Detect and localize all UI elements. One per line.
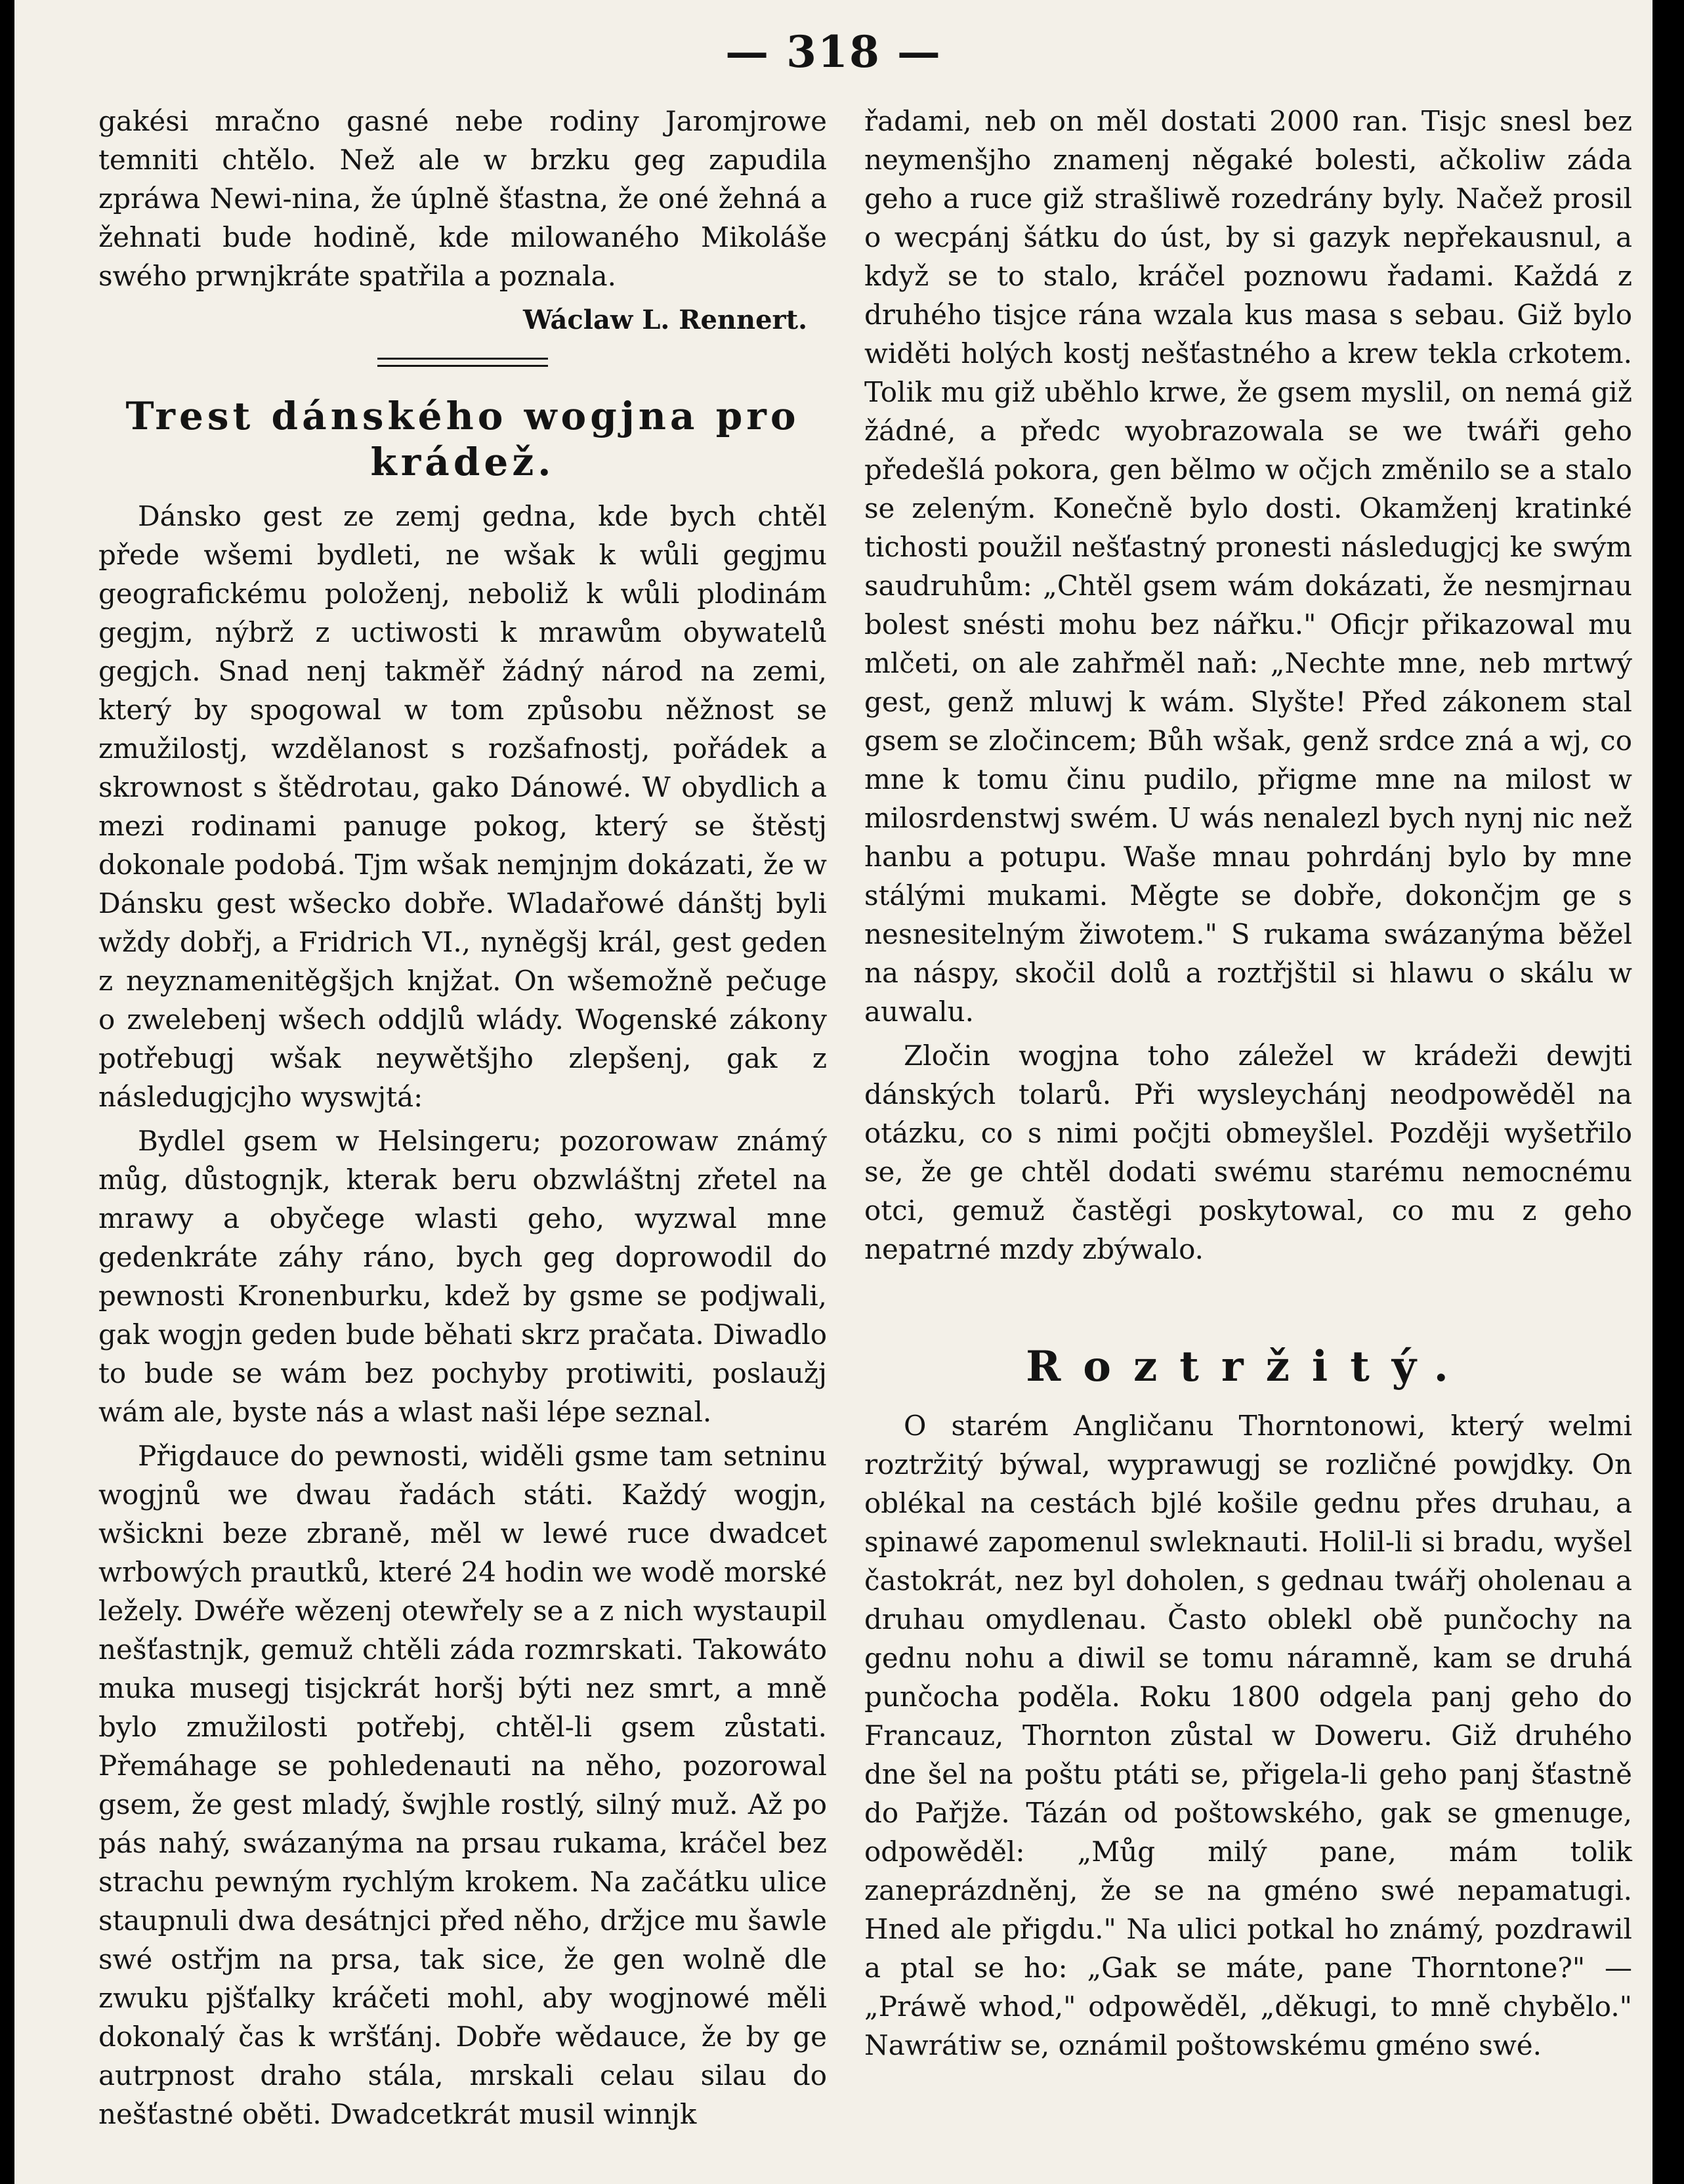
section-paragraph: O starém Angličanu Thorntonowi, který welmi roztržitý býwal, wyprawugj se rozličné powjdky. On oblékal na cestách bjlé košile gednu přes druhau, a spinawé zapomenul swleknauti. Holil-li si bradu, wyšel častokrát, nez byl doholen, s gednau twářj oholenau a druhau omydlenau. Často oblekl obě punčochy na gednu nohu a diwil se tomu náramně, kam se druhá punčocha poděla. Roku 1800 odgela panj geho do Francauz, Thornton zůstal w Doweru. Giž druhého dne šel na poštu ptáti se, přigela-li geho panj šťastně do Pařjže. Tázán od poštowského, gak se gmenuge, odpowěděl: „Můg milý pane, mám tolik zaneprázdněnj, že se na gméno swé nepamatugi. Hned ale přigdu." Na ulici potkal ho známý, pozdrawil a ptal se ho: „Gak se máte, pane Thorntone?" — „Práwě whod," odpowěděl, „děkugi, to mně chybělo." Nawrátiw se, oznámil poštowskému gméno swé. [864, 1410, 1632, 2061]
left-column [98, 102, 827, 2139]
right-column [864, 102, 1632, 2070]
article-paragraph: Přigdauce do pewnosti, widěli gsme tam setninu wogjnů we dwau řadách státi. Každý wogjn, wšickni beze zbraně, měl w lewé ruce dwadcet wrbowých prautků, které 24 hodin we wodě morské ležely. Dwéře wězenj otewřely se a z nich wystaupil nešťastnjk, gemuž chtěli záda rozmrskati. Takowáto muka musegj tisjckrát horšj býti nez smrt, a mně bylo zmužilosti potřebj, chtěl-li gsem zůstati. Přemáhage se pohledenauti na něho, pozorowal gsem, že gest mladý, šwjhle rostlý, silný muž. Až po pás nahý, swázanýma na prsau rukama, kráčel bez strachu pewným rychlým krokem. Na začátku ulice staupnuli dwa desátnjci před něho, držjce mu šawle swé ostřjm na prsa, tak sice, že gen wolně dle zwuku pjšťalky kráčeti mohl, aby wogjnowé měli dokonalý čas k wršťánj. Dobře wědauce, že by ge autrpnost draho stála, mrskali celau silau do nešťastné oběti. Dwadcetkrát musil winnjk [98, 1440, 827, 2130]
intro-paragraph: gakési mračno gasné nebe rodiny Jaromjrowe temniti chtělo. Než ale w brzku geg zapudila zpráwa Newi-nina, že úplně šťastna, že oné žehná a žehnati bude hodině, kde milowaného Mikoláše swého prwnjkráte spatřila a poznala. [98, 105, 827, 292]
article-title: Trest dánského wogjna pro krádež. [125, 394, 800, 484]
author-signature: Wáclaw L. Rennert. [523, 304, 807, 335]
section-divider [377, 358, 548, 367]
article-paragraph-continued: řadami, neb on měl dostati 2000 ran. Tisjc snesl bez neymenšjho znamenj něgaké bolesti, ačkoliw záda geho a ruce giž strašliwě rozedrány byly. Načež prosil o wecpánj šátku do úst, by si gazyk nepřekausnul, a když se to stalo, kráčel poznowu řadami. Každá z druhého tisjce rána wzala kus masa s sebau. Giž bylo widěti holých kostj nešťastného a krew tekla crkotem. Tolik mu giž uběhlo krwe, že gsem myslil, on nemá giž žádné, a předc wyobrazowala se we twáři geho předešlá pokora, gen bělmo w očjch změnilo se a stalo se zeleným. Konečně bylo dosti. Okamženj kratinké tichosti použil nešťastný pronesti následugjcj ke swým saudruhům: „Chtěl gsem wám dokázati, že nesmjrnau bolest snésti mohu bez nářku." Oficjr přikazowal mu mlčeti, on ale zahřměl naň: „Nechte mne, neb mrtwý gest, genž mluwj k wám. Slyšte! Před zákonem stal gsem se zločincem; Bůh wšak, genž srdce zná a wj, co mne k tomu činu pudilo, přigme mne na milost w milosrdenstwj swém. U wás nenalezl bych nynj nic než hanbu a potupu. Waše mnau pohrdánj bylo by mne stálými mukami. Měgte se dobře, dokončjm ge s nesnesitelným žiwotem." S rukama swázanýma běžel na náspy, skočil dolů a roztřjštil si hlawu o skálu w auwalu. [864, 105, 1632, 1028]
section-title: Roztržitý. [1026, 1342, 1471, 1391]
article-paragraph: Bydlel gsem w Helsingeru; pozorowaw známý můg, důstognjk, kterak beru obzwláštnj zřetel na mrawy a obyčege wlasti geho, wyzwal mne gedenkráte záhy ráno, bych geg doprowodil do pewnosti Kronenburku, kdež by gsme se podjwali, gak wogjn geden bude běhati skrz pračata. Diwadlo to bude se wám bez pochyby protiwiti, poslaužj wám ale, byste nás a wlast naši lépe seznal. [98, 1125, 827, 1428]
article-paragraph-conclusion: Zločin wogjna toho záležel w krádeži dewjti dánských tolarů. Při wysleychánj neodpowěděl na otázku, co s nimi počjti obmeyšlel. Později wyšetřilo se, že ge chtěl dodati swému starému nemocnému otci, gemuž častěgi poskytowal, co mu z geho nepatrné mzdy zbýwalo. [864, 1040, 1632, 1265]
newspaper-page [14, 0, 1652, 2184]
article-paragraph: Dánsko gest ze zemj gedna, kde bych chtěl přede wšemi bydleti, ne wšak k wůli gegjmu geografickému položenj, neboliž k wůli plodinám gegjm, nýbrž z uctiwosti k mrawům obywatelů gegjch. Snad nenj takměř žádný národ na zemi, který by spogowal w tom způsobu něžnost se zmužilostj, wzdělanost s rozšafnostj, pořádek a skrownost s štědrotau, gako Dánowé. W obydlich a mezi rodinami panuge pokog, který se štěstj dokonale podobá. Tjm wšak nemjnjm dokázati, že w Dánsku gest wšecko dobře. Wladařowé dánštj byli wždy dobřj, a Fridrich VI., nyněgšj král, gest geden z neyznamenitěgšjch knjžat. On wšemožně pečuge o zwelebenj wšech oddjlů wlády. Wogenské zákony potřebugj wšak neywětšjho zlepšenj, gak z následugjcjho wyswjtá: [98, 500, 827, 1113]
page-number: — 318 — [725, 26, 942, 77]
